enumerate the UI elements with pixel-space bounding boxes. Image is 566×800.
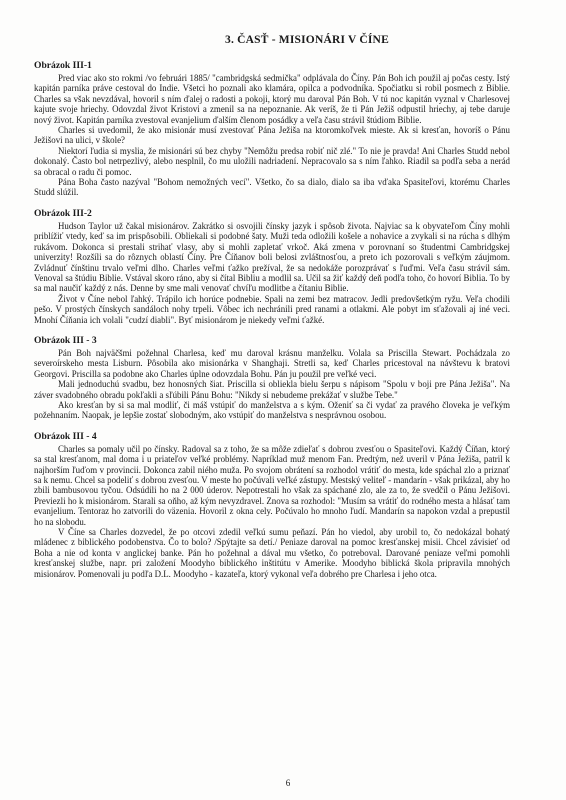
paragraph: Ako kresťan by si sa mal modliť, či máš vstúpiť do manželstva a s kým. Oženiť sa či vydať za pravého človeka je veľkým požehnaním. Naopak, je lepšie zostať slobodným, ako vstúpiť do manželstva s nesprávnou osobou. — [34, 399, 510, 421]
paragraph: Hudson Taylor už čakal misionárov. Zakrátko si osvojili čínsky jazyk i spôsob života. Najviac sa k obyvateľom Číny mohli priblížiť vtedy, keď sa im prispôsobili. Obliekali si podobné šaty. Muži teda odložili košele a nohavice a zvykali si na rúcha s dlhým rukávom. Dokonca si prestali strihať vlasy, aby si mohli zapletať vrkoč. Aká zmena v porovnaní so študentmi Cambridgskej univerzity! Rozšíli sa do rôznych oblastí Číny. Pre Číňanov boli belosi zvláštnosťou, a preto ich pozorovali s veľkým záujmom. Zvládnuť čínštinu trvalo veľmi dlho. Charles veľmi ťažko prežíval, že sa nedokáže porozprávať s ľuďmi. Veľa času strávil sám. Venoval sa štúdiu Biblie. Vstával skoro ráno, aby si čítal Bibliu a modlil sa. Učil sa žiť každý deň podľa toho, čo hovorí Biblia. To by sa mal naučiť každý z nás. Denne by sme mali venovať chvíľu modlitbe a čítaniu Biblie. — [34, 220, 510, 294]
paragraph: Pred viac ako sto rokmi /vo februári 1885/ "cambridgská sedmička" odplávala do Číny. Pán Boh ich použil aj počas cesty. Istý kapitán parníka práve cestoval do Indie. Všetci ho poznali ako klamára, opilca a podvodníka. Spočiatku si robil posmech z Biblie. Charles sa však nevzdával, hovoril s ním ďalej o radosti a pokoji, ktorý mu daroval Pán Boh. V tú noc kapitán vyznal v Charlesovej kajute svoje hriechy. Odovzdal život Kristovi a zmenil sa na nepoznanie. Ak veríš, že ti Pán Ježiš odpustil hriechy, aj tebe daruje nový život. Kapitán parníka zvestoval evanjelium ďalším členom posádky a veľa času strávil štúdiom Biblie. — [34, 73, 510, 125]
paragraph: Niektorí ľudia si myslia, že misionári sú bez chyby "Nemôžu predsa robiť nič zlé." To nie je pravda! Ani Charles Studd nebol dokonalý. Často bol netrpezlivý, alebo nesplnil, čo mu uložili nadriadení. Nepracovalo sa s ním ľahko. Riadil sa podľa seba a nerád sa obracal o radu či pomoc. — [34, 145, 510, 177]
paragraph: Pána Boha často nazýval "Bohom nemožných vecí". Všetko, čo sa dialo, dialo sa iba vďaka Spasiteľovi, ktorému Charles Studd slúžil. — [34, 177, 510, 198]
paragraph: Charles si uvedomil, že ako misionár musí zvestovať Pána Ježiša na ktoromkoľvek mieste. Ak si kresťan, hovoríš o Pánu Ježišovi na ulici, v škole? — [34, 125, 510, 146]
paragraph: V Číne sa Charles dozvedel, že po otcovi zdedil veľkú sumu peňazí. Pán ho viedol, aby urobil to, čo nedokázal bohatý mládenec z biblického podobenstva. Čo to bolo? /Spýtajte sa detí./ Peniaze daroval na pomoc kresťanskej misii. Chcel závisieť od Boha a nie od konta v anglickej banke. Pán ho požehnal a dával mu všetko, čo potreboval. Darované peniaze veľmi pomohli kresťanskej službe, napr. pri založení Moodyho biblického inštitútu v Amerike. Moodyho biblická škola pripravila mnohých misionárov. Pomenovali ju podľa D.L. Moodyho - kazateľa, ktorý vykonal veľa dobrého pre Charlesa i jeho otca. — [34, 527, 510, 579]
page-number: 6 — [285, 778, 291, 788]
section-picture-iii-4 — [34, 431, 510, 579]
section-picture-iii-3 — [34, 335, 510, 421]
section-heading: Obrázok III-1 — [34, 60, 92, 71]
section-heading: Obrázok III - 4 — [34, 430, 97, 442]
paragraph: Charles sa pomaly učil po čínsky. Radoval sa z toho, že sa môže zdieľať s dobrou zvesťou o Spasiteľovi. Každý Číňan, ktorý sa stal kresťanom, mal doma i u priateľov veľké problémy. Napríklad muž menom Fan. Predtým, než uveril v Pána Ježiša, patril k najhorším ľuďom v provincii. Dokonca zabil niého muža. Po svojom obrátení sa rozhodol vrátiť do mesta, kde spáchal zlo a priznať sa k nemu. Chcel sa podeliť s dobrou zvesťou. V meste ho počúvali veľké zástupy. Mestský veliteľ - mandarín - však prikázal, aby ho zbili bambusovou tyčou. Odsúdili ho na 2 000 úderov. Nepotrestali ho však za spáchané zlo, ale za to, že svedčil o Pánu Ježišovi. Previezli ho k misionárom. Starali sa oňho, až kým nevyzdravel. Znova sa rozhodol: "Musím sa vrátiť do rodného mesta a hlásať tam evanjelium. Tentoraz ho zatvorili do väzenia. Hovoril z okna cely. Počúvalo ho mnoho ľudí. Mandarín sa napokon vzdal a prepustil ho na slobodu. — [34, 443, 510, 527]
section-heading: Obrázok III - 3 — [34, 334, 97, 346]
section-picture-iii-2 — [34, 208, 510, 325]
paragraph: Pán Boh najväčšmi požehnal Charlesa, keď mu daroval krásnu manželku. Volala sa Priscilla Stewart. Pochádzala zo severoírskeho mesta Lisburn. Pôsobila ako misionárka v Shanghaji. Stretli sa, keď Charles pricestoval na návštevu k bratovi Georgovi. Priscilla sa podobne ako Charles úplne odovzdala Bohu. Pán ju použil pre veľké veci. — [34, 347, 510, 379]
section-heading: Obrázok III-2 — [34, 207, 92, 219]
section-picture-iii-1 — [34, 60, 510, 198]
paragraph: Život v Číne nebol ľahký. Trápilo ich horúce podnebie. Spali na zemi bez matracov. Jedli predovšetkým ryžu. Veľa chodili pešo. V prostých čínskych sandáloch nohy trpeli. Vôbec ich nechránili pred ranami a otlakmi. Ale pobyt im sťažovali aj iné veci. Mnohí Číňania ich volali "cudzí diabli". Byť misionárom je niekedy veľmi ťažké. — [34, 293, 510, 325]
page-title: 3. ČASŤ - MISIONÁRI V ČÍNE — [225, 34, 389, 46]
paragraph: Mali jednoduchú svadbu, bez honosných šiat. Priscilla si obliekla bielu šerpu s nápisom "Spolu v boji pre Pána Ježiša". Na záver svadobného obradu pokľakli a sľúbili Pánu Bohu: "Nikdy si nebudeme prekážať v službe Tebe." — [34, 379, 510, 400]
